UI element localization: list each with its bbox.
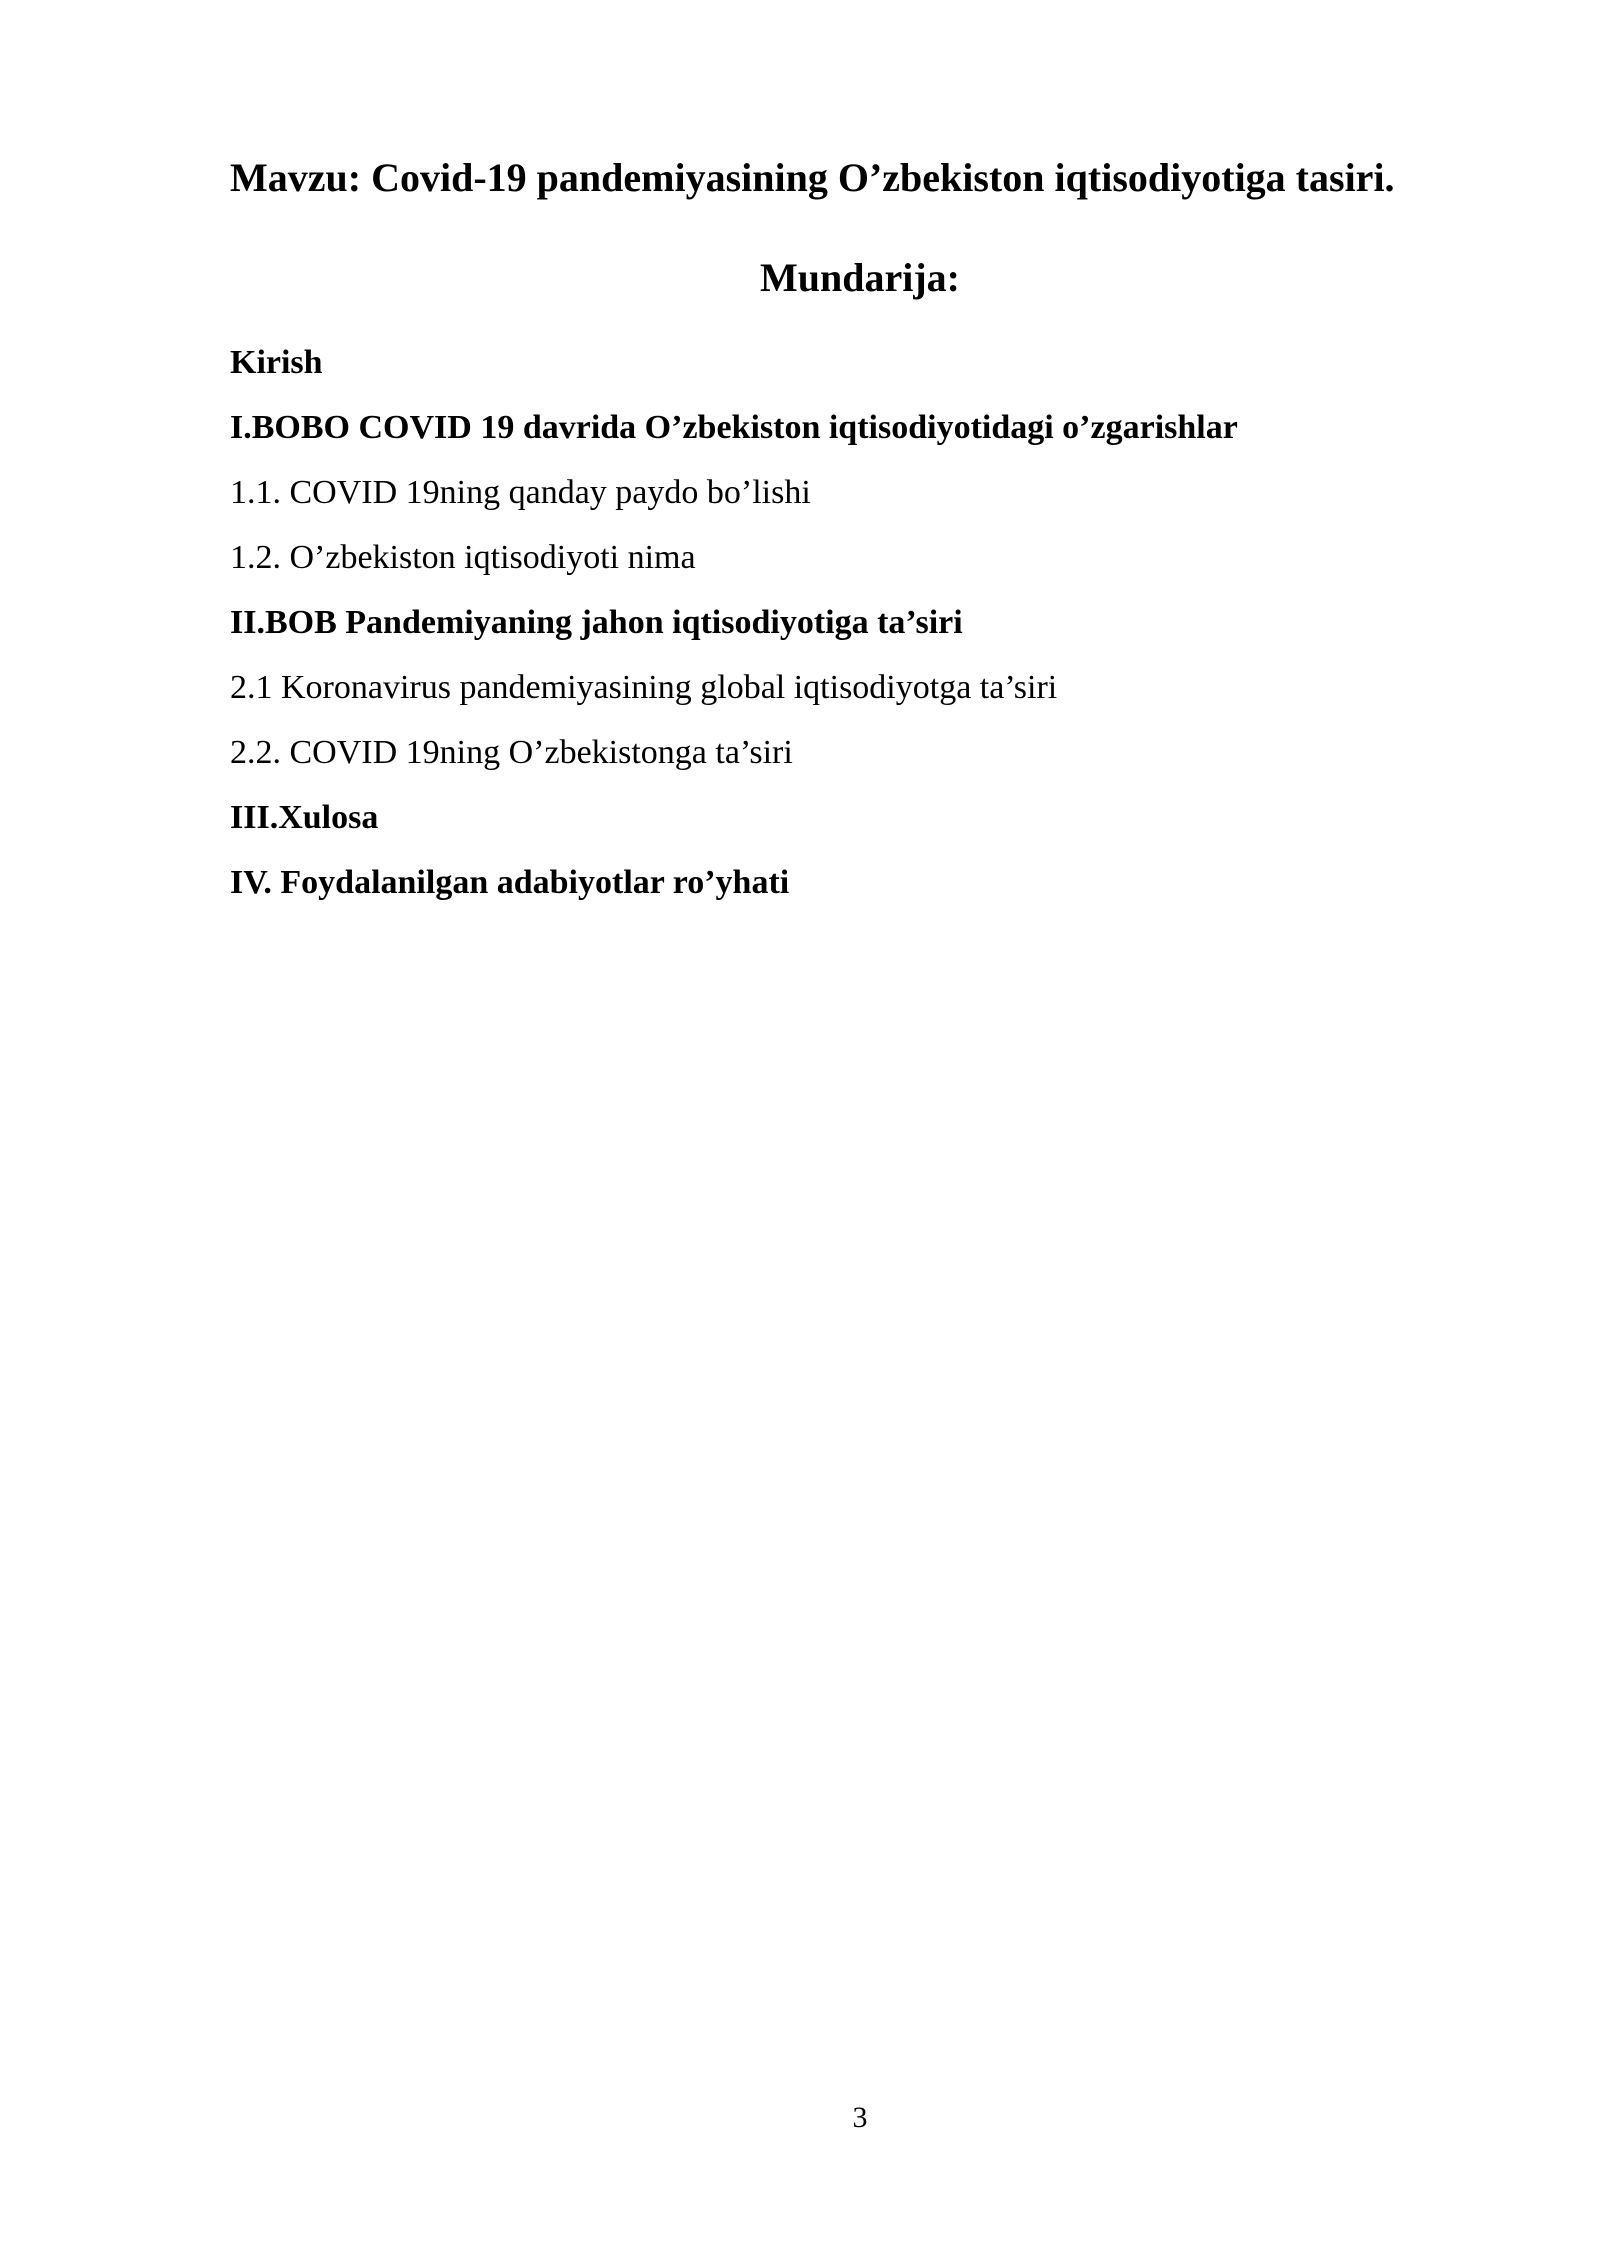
toc-heading: Mundarija: xyxy=(760,255,960,300)
table-of-contents xyxy=(230,335,1530,920)
toc-item-chapter-1: I.BOBO COVID 19 davrida O’zbekiston iqtisodiyotidagi o’zgarishlar xyxy=(230,409,1238,446)
toc-item-references: IV. Foydalanilgan adabiyotlar ro’yhati xyxy=(230,864,790,901)
toc-item-section-1-2: 1.2. O’zbekiston iqtisodiyoti nima xyxy=(230,539,696,576)
toc-item-section-1-1: 1.1. COVID 19ning qanday paydo bo’lishi xyxy=(230,474,811,511)
document-topic: Mavzu: Covid-19 pandemiyasining O’zbekiston iqtisodiyotiga tasiri. xyxy=(230,155,1395,200)
toc-item-conclusion: III.Xulosa xyxy=(230,799,379,836)
toc-item-introduction: Kirish xyxy=(230,344,323,381)
toc-item-chapter-2: II.BOB Pandemiyaning jahon iqtisodiyotiga ta’siri xyxy=(230,604,963,641)
toc-item-section-2-1: 2.1 Koronavirus pandemiyasining global iqtisodiyotga ta’siri xyxy=(230,669,1058,706)
toc-item-section-2-2: 2.2. COVID 19ning O’zbekistonga ta’siri xyxy=(230,734,793,771)
page-number: 3 xyxy=(852,2101,868,2134)
